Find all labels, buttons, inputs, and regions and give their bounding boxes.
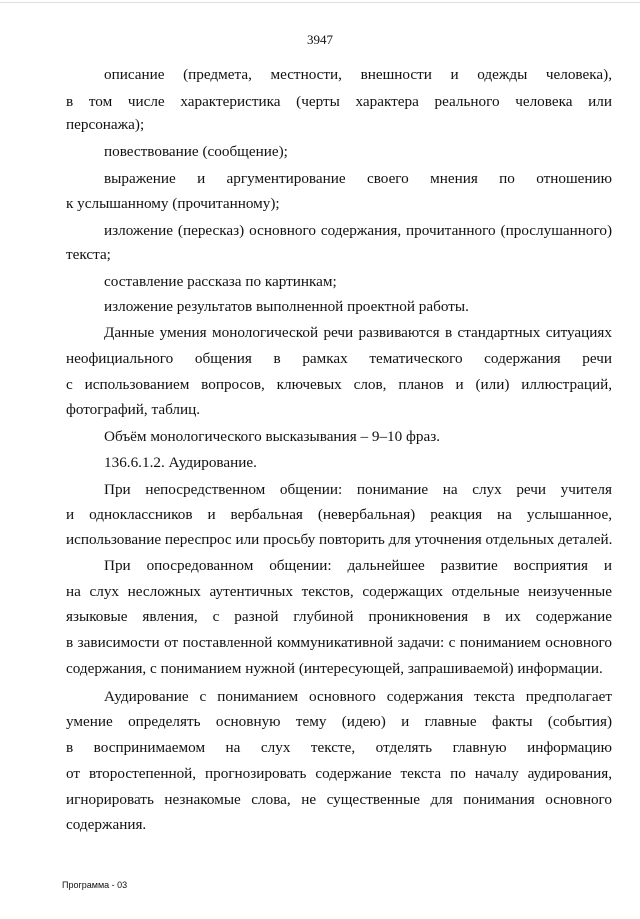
text-line: в зависимости от поставленной коммуникативной задачи: с пониманием основного [66,634,612,651]
text-line: При непосредственном общении: понимание на слух речи учителя [104,481,612,498]
text-line: языковые явления, с разной глубиной проникновения в их содержание [66,608,612,625]
text-line: в воспринимаемом на слух тексте, отделять главную информацию [66,739,612,756]
text-line: персонажа); [66,116,145,133]
text-line: описание (предмета, местности, внешности и одежды человека), [104,66,612,83]
text-line: фотографий, таблиц. [66,401,201,418]
text-line: и одноклассников и вербальная (невербальная) реакция на услышанное, [66,506,612,523]
text-line: изложение (пересказ) основного содержания, прочитанного (прослушанного) [104,222,612,239]
text-line: содержания, с пониманием нужной (интересующей, запрашиваемой) информации. [66,660,603,677]
page-footer: Программа - 03 [62,880,128,890]
text-line: составление рассказа по картинкам; [104,273,337,290]
text-line: Аудирование с пониманием основного содержания текста предполагает [104,688,612,705]
text-line: использование переспрос или просьбу повторить для уточнения отдельных деталей. [66,531,613,548]
text-line: к услышанному (прочитанному); [66,195,280,212]
text-line: выражение и аргументирование своего мнения по отношению [104,170,612,187]
section-heading: 136.6.1.2. Аудирование. [104,454,257,471]
text-line: на слух несложных аутентичных текстов, содержащих отдельные неизученные [66,583,612,600]
text-line: Объём монологического высказывания – 9–10 фраз. [104,428,441,445]
page-number: 3947 [307,32,333,47]
text-line: текста; [66,246,111,263]
text-line: повествование (сообщение); [104,143,288,160]
text-line: неофициального общения в рамках тематического содержания речи [66,350,612,367]
text-line: Данные умения монологической речи развиваются в стандартных ситуациях [104,324,612,341]
text-line: игнорировать незнакомые слова, не существенные для понимания основного [66,791,612,808]
text-line: с использованием вопросов, ключевых слов, планов и (или) иллюстраций, [66,376,612,393]
scan-edge-line [0,2,640,3]
text-line: от второстепенной, прогнозировать содержание текста по началу аудирования, [66,765,612,782]
text-line: содержания. [66,816,147,833]
text-line: При опосредованном общении: дальнейшее развитие восприятия и [104,557,612,574]
text-line: умение определять основную тему (идею) и главные факты (события) [66,713,612,730]
text-line: в том числе характеристика (черты характера реального человека или [66,93,612,110]
text-line: изложение результатов выполненной проектной работы. [104,298,469,315]
